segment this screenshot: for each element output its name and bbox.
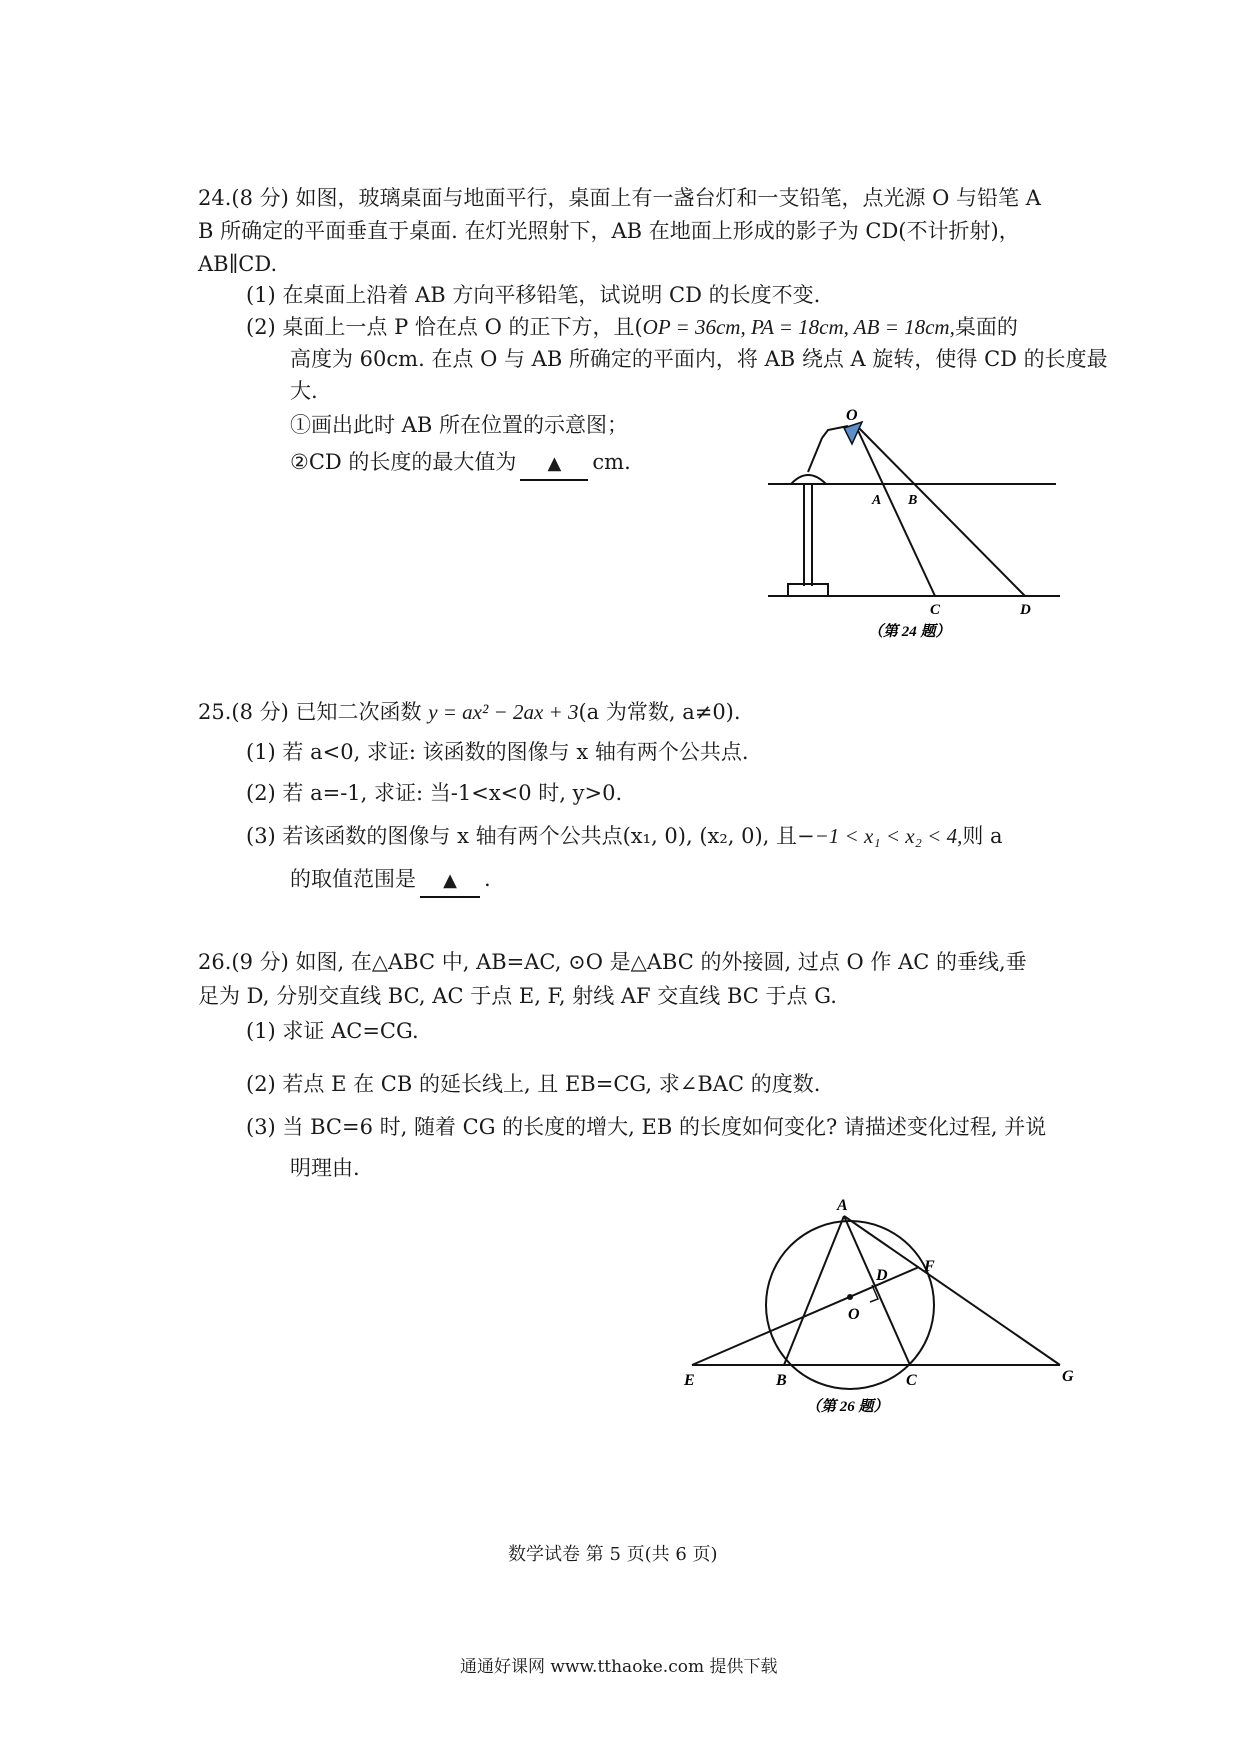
label-D: D [1020, 602, 1031, 618]
ray-o-d [855, 424, 1025, 596]
lamp-arm [808, 438, 822, 472]
q24-sub2-post: cm. [592, 450, 631, 474]
figure-24 [760, 400, 1080, 645]
q25-part3b-pre: 的取值范围是 [290, 867, 416, 891]
figure-24-caption: （第 24 题） [868, 624, 951, 640]
label-E: E [684, 1372, 695, 1389]
q26-part3-line1: (3) 当 BC=6 时, 随着 CG 的长度的增大, EB 的长度如何变化? 请描述变化过程, 并说 [246, 1115, 1047, 1139]
q24-line3: AB∥CD. [198, 252, 278, 276]
q25-part3-line1 [246, 821, 1003, 851]
label-A: A [872, 493, 882, 508]
q24-part1: (1) 在桌面上沿着 AB 方向平移铅笔，试说明 CD 的长度不变. [246, 283, 821, 307]
lamp-stand [788, 584, 828, 596]
q24-sub2-pre: ②CD 的长度的最大值为 [290, 450, 517, 474]
q26-part1: (1) 求证 AC=CG. [246, 1019, 419, 1043]
q24-part2-line1 [246, 312, 1018, 342]
center-o [847, 1294, 853, 1300]
label-C: C [930, 602, 941, 618]
q24-line1: 24.(8 分) 如图，玻璃桌面与地面平行，桌面上有一盏台灯和一支铅笔，点光源 O 与铅笔 A [198, 186, 1041, 210]
source-note: 通通好课网 www.tthaoke.com 提供下载 [460, 1657, 778, 1677]
label-O: O [848, 1306, 860, 1323]
q25-function: y = ax² − 2ax + 3 [428, 700, 579, 724]
q24-part2-post: 桌面的 [954, 315, 1018, 339]
q24-part2-pre: (2) 桌面上一点 P 恰在点 O 的正下方，且( [246, 315, 643, 339]
lamp-base-dome [791, 475, 826, 484]
q25-line1 [198, 697, 741, 727]
label-O: O [846, 407, 858, 424]
q25-line1-post: (a 为常数, a≠0). [578, 700, 741, 724]
ray-o-c [855, 424, 935, 596]
label-C: C [906, 1372, 917, 1389]
q24-part2-line3: 大. [290, 379, 318, 403]
q25-part1: (1) 若 a<0, 求证: 该函数的图像与 x 轴有两个公共点. [246, 740, 749, 764]
q25-part3b-post: . [484, 867, 491, 891]
figure-26 [680, 1185, 1090, 1420]
q25-line1-pre: 25.(8 分) 已知二次函数 [198, 700, 422, 724]
q24-sub2 [290, 447, 631, 481]
q24-sub1: ①画出此时 AB 所在位置的示意图； [290, 413, 628, 437]
q26-part3-line2: 明理由. [290, 1156, 360, 1180]
q24-line2: B 所确定的平面垂直于桌面. 在灯光照射下，AB 在地面上形成的影子为 CD(不计折射)， [198, 219, 1020, 243]
q26-part2: (2) 若点 E 在 CB 的延长线上, 且 EB=CG, 求∠BAC 的度数. [246, 1072, 821, 1096]
q25-part2: (2) 若 a=-1, 求证: 当-1<x<0 时, y>0. [246, 781, 623, 805]
label-D: D [876, 1267, 888, 1284]
answer-blank: ▲ [520, 449, 588, 481]
q26-line1: 26.(9 分) 如图, 在△ABC 中, AB=AC, ⊙O 是△ABC 的外接圆, 过点 O 作 AC 的垂线,垂 [198, 950, 1027, 974]
q25-part3-post: 则 a [962, 824, 1003, 848]
label-G: G [1062, 1368, 1074, 1385]
page-number: 数学试卷 第 5 页(共 6 页) [508, 1544, 718, 1565]
label-B: B [776, 1372, 787, 1389]
q26-line2: 足为 D, 分别交直线 BC, AC 于点 E, F, 射线 AF 交直线 BC 于点 G. [198, 984, 837, 1008]
q24-part2-math: OP = 36cm, PA = 18cm, AB = 18cm, [642, 315, 955, 339]
segment-a-b [784, 1216, 844, 1365]
q25-part3-line2 [290, 864, 491, 898]
answer-blank: ▲ [420, 866, 480, 898]
q25-part3-math: −1 < x₁ < x₂ < 4, [814, 824, 963, 848]
figure-26-caption: （第 26 题） [806, 1399, 889, 1415]
q24-part2-line2: 高度为 60cm. 在点 O 与 AB 所确定的平面内，将 AB 绕点 A 旋转，使得 CD 的长度最 [290, 347, 1108, 371]
label-A: A [837, 1197, 848, 1214]
label-B: B [908, 493, 918, 508]
q25-part3-pre: (3) 若该函数的图像与 x 轴有两个公共点(x₁, 0), (x₂, 0), 且− [246, 824, 815, 848]
label-F: F [924, 1258, 935, 1275]
